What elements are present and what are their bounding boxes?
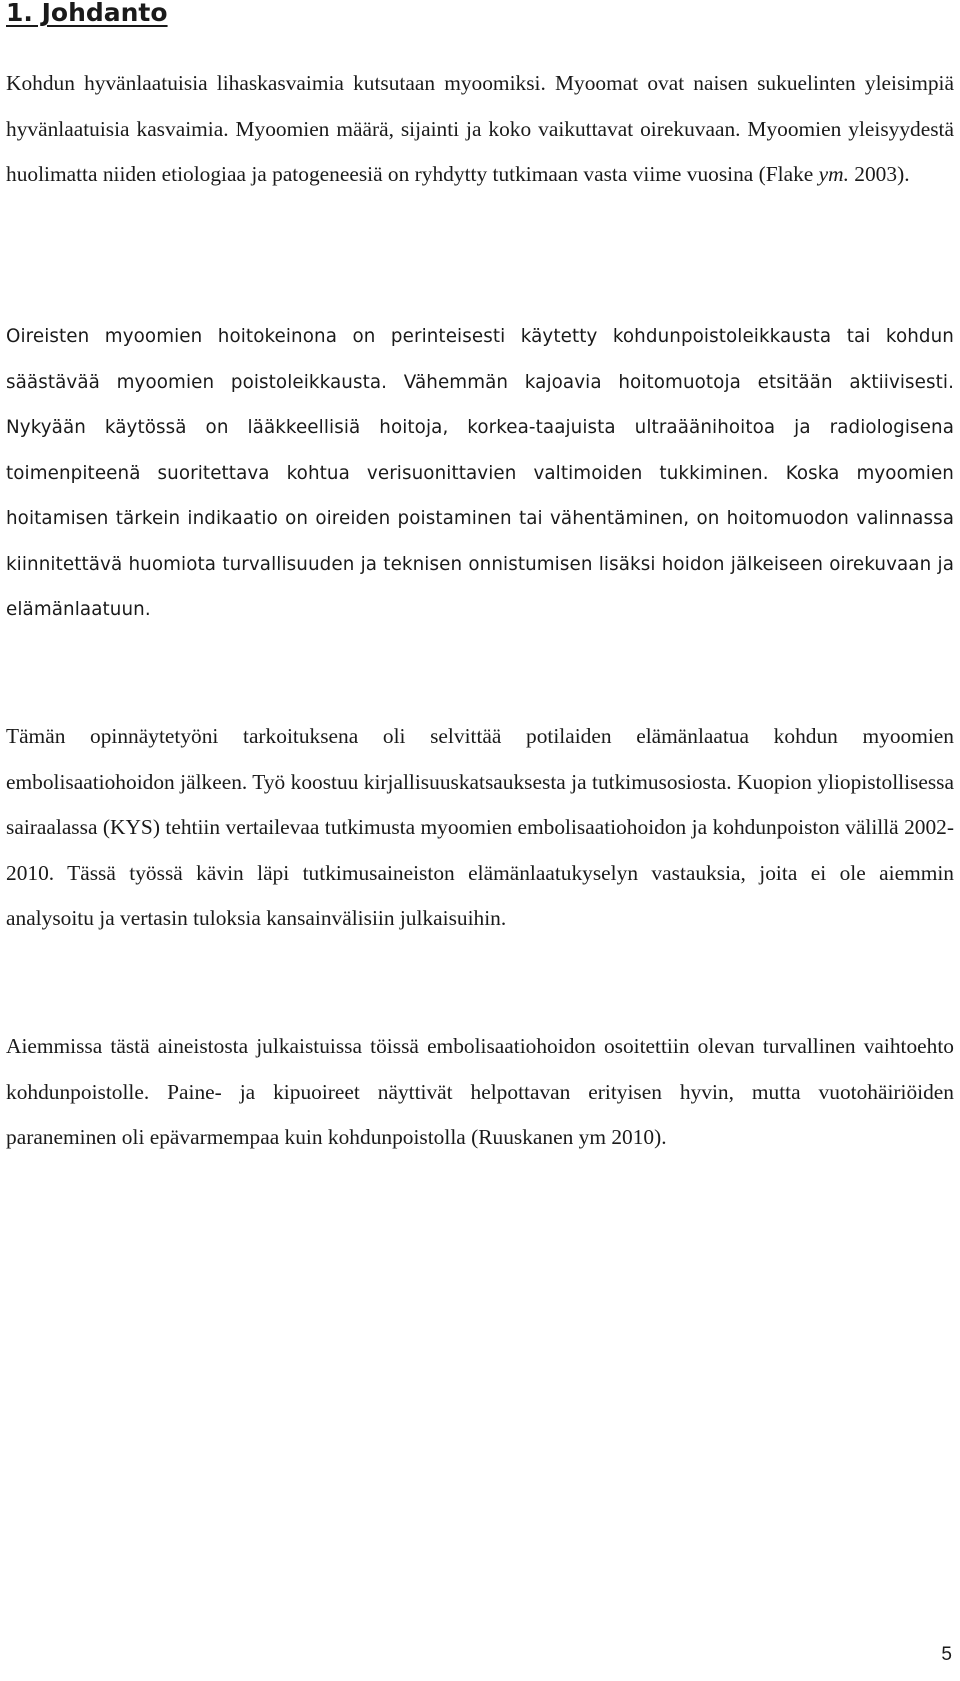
section-heading: 1. Johdanto	[6, 0, 168, 27]
paragraph-treatments: Oireisten myoomien hoitokeinona on perinteisesti käytetty kohdunpoistoleikkausta tai kohdun säästävää myoomien poistoleikkausta. Vähemmän kajoavia hoitomuotoja etsitään aktiivisesti. Nykyään käytössä on lääkkeellisiä hoitoja, korkea-taajuista ultraäänihoitoa ja radiologisena toimenpiteenä suoritettava kohtua verisuonittavien valtimoiden tukkiminen. Koska myoomien hoitamisen tärkein indikaatio on oireiden poistaminen tai vähentäminen, on hoitomuodon valinnassa kiinnitettävä huomiota turvallisuuden ja teknisen onnistumisen lisäksi hoidon jälkeiseen oirekuvaan ja elämänlaatuun.	[6, 326, 954, 620]
paragraph-intro-emphasis: ym.	[818, 162, 849, 186]
paragraph-intro-text: Kohdun hyvänlaatuisia lihaskasvaimia kutsutaan myoomiksi. Myoomat ovat naisen sukuelinten yleisimpiä hyvänlaatuisia kasvaimia. Myoomien määrä, sijainti ja koko vaikuttavat oirekuvaan. Myoomien yleisyydestä huolimatta niiden etiologiaa ja patogeneesiä on ryhdytty tutkimaan vasta viime vuosina (Flake	[6, 71, 954, 186]
paragraph-purpose: Tämän opinnäytetyöni tarkoituksena oli selvittää potilaiden elämänlaatua kohdun myoomien embolisaatiohoidon jälkeen. Työ koostuu kirjallisuuskatsauksesta ja tutkimusosiosta. Kuopion yliopistollisessa sairaalassa (KYS) tehtiin vertailevaa tutkimusta myoomien embolisaatiohoidon ja kohdunpoiston välillä 2002-2010. Tässä työssä kävin läpi tutkimusaineiston elämänlaatukyselyn vastauksia, joita ei ole aiemmin analysoitu ja vertasin tuloksia kansainvälisiin julkaisuihin.	[6, 724, 954, 930]
page-number: 5	[941, 1644, 952, 1665]
paragraph-previous-findings: Aiemmissa tästä aineistosta julkaistuissa töissä embolisaatiohoidon osoitettiin olevan turvallinen vaihtoehto kohdunpoistolle. Paine- ja kipuoireet näyttivät helpottavan erityisen hyvin, mutta vuotohäiriöiden paraneminen oli epävarmempaa kuin kohdunpoistolla (Ruuskanen ym 2010).	[6, 1034, 954, 1149]
paragraph-intro	[6, 61, 954, 198]
paragraph-intro-citation: 2003).	[848, 162, 910, 186]
